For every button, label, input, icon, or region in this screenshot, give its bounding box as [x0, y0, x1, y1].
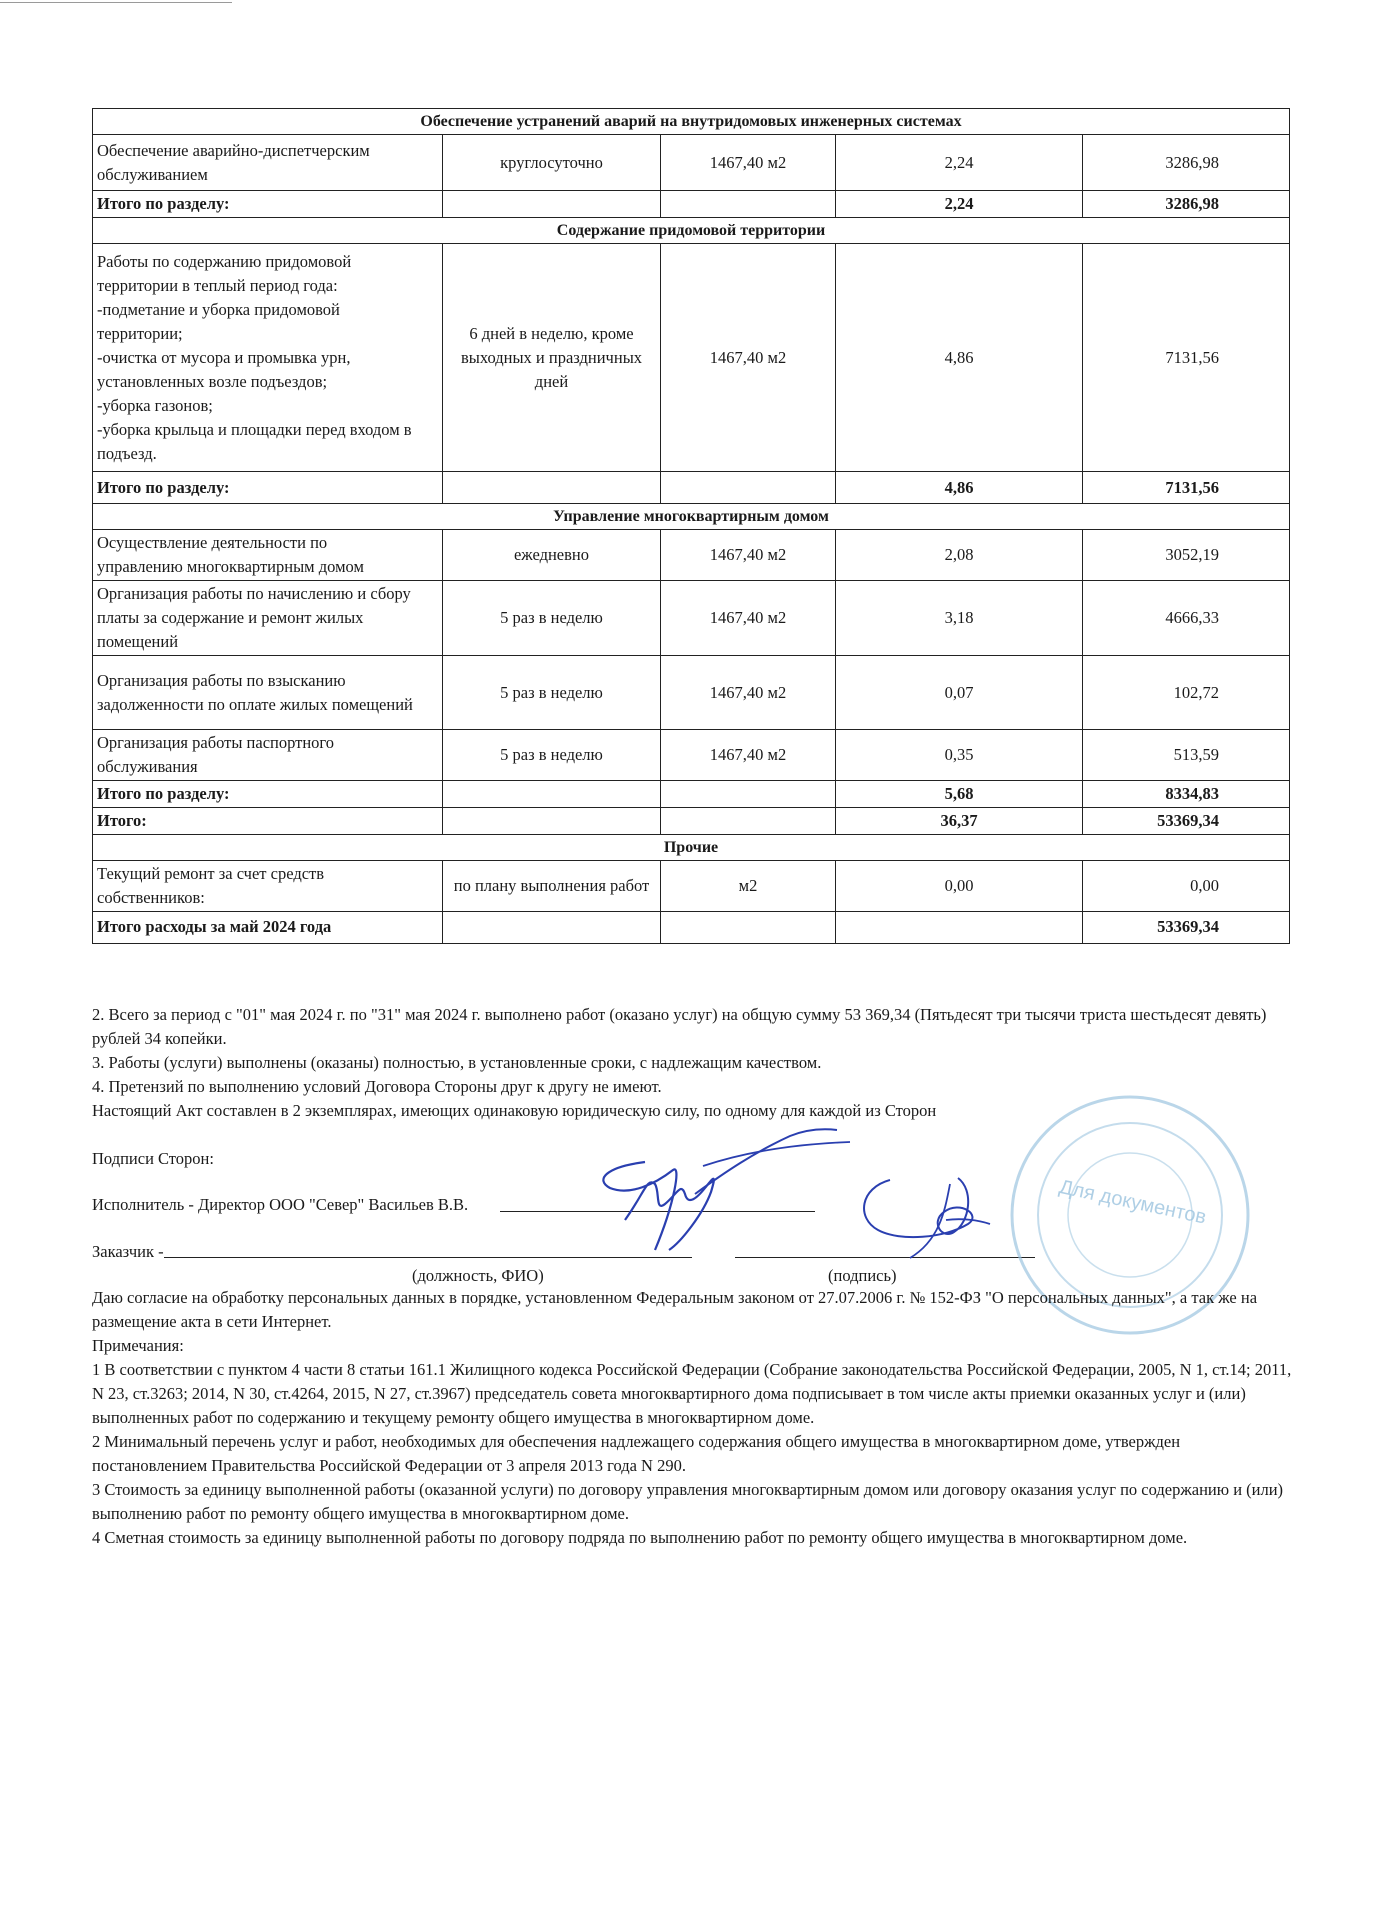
service-periodicity: ежедневно	[443, 530, 661, 581]
consent-text: Даю согласие на обработку персональных данных в порядке, установленном Федеральным законом от 27.07.2006 г. № 152-ФЗ "О персональных данных", а так же на размещение акта в сети Интернет.	[92, 1288, 1258, 1331]
clause-4: 4. Претензий по выполнению условий Договора Стороны друг к другу не имеют.	[92, 1077, 662, 1096]
stamp-text: Для документов	[1057, 1175, 1209, 1229]
copies-clause: Настоящий Акт составлен в 2 экземплярах, имеющих одинаковую юридическую силу, по одному для каждой из Сторон	[92, 1101, 937, 1120]
table-row	[93, 860, 1290, 911]
empty-cell	[661, 191, 836, 218]
table-row	[93, 656, 1290, 730]
empty-cell	[661, 780, 836, 807]
service-rate: 2,08	[836, 530, 1083, 581]
service-sum: 513,59	[1083, 730, 1290, 781]
total-sum: 8334,83	[1083, 780, 1290, 807]
service-area: 1467,40 м2	[661, 730, 836, 781]
service-area: 1467,40 м2	[661, 244, 836, 472]
total-sum: 3286,98	[1083, 191, 1290, 218]
total-label: Итого по разделу:	[93, 780, 443, 807]
service-periodicity: 5 раз в неделю	[443, 730, 661, 781]
section-total-row	[93, 472, 1290, 504]
notes-heading: Примечания:	[92, 1336, 184, 1355]
executor-label: Исполнитель - Директор ООО "Север" Васильев В.В.	[92, 1195, 469, 1214]
service-name: Работы по содержанию придомовой территории в теплый период года: -подметание и уборка придомовой территории; -очистка от мусора и промывка урн, установленных возле подъездов; -уборка газонов; -уборка крыльца и площадки перед входом в подъезд.	[93, 244, 443, 472]
grand-total-label: Итого:	[93, 807, 443, 834]
service-sum: 3286,98	[1083, 135, 1290, 191]
service-sum: 0,00	[1083, 860, 1290, 911]
grand-total-row	[93, 807, 1290, 834]
service-rate: 4,86	[836, 244, 1083, 472]
service-area: 1467,40 м2	[661, 581, 836, 656]
table-row	[93, 730, 1290, 781]
table-row	[93, 135, 1290, 191]
customer-label: Заказчик -	[92, 1242, 164, 1261]
empty-cell	[661, 911, 836, 943]
empty-cell	[443, 191, 661, 218]
total-label: Итого по разделу:	[93, 472, 443, 504]
empty-cell	[443, 807, 661, 834]
section-total-row	[93, 191, 1290, 218]
executor-signature	[585, 1122, 875, 1262]
note-item: 1 В соответствии с пунктом 4 части 8 статьи 161.1 Жилищного кодекса Российской Федерации (Собрание законодательства Российской Федерации, 2005, N 1, ст.14; 2011, N 23, ст.3263; 2014, N 30, ст.4264, 2015, N 27, ст.3967) председатель совета многоквартирного дома подписывает в том числе акты приемки оказанных услуг и (или) выполненных работ по содержанию и текущему ремонту общего имущества в многоквартирном доме.	[92, 1360, 1292, 1427]
service-periodicity: 5 раз в неделю	[443, 656, 661, 730]
service-periodicity: 5 раз в неделю	[443, 581, 661, 656]
service-sum: 102,72	[1083, 656, 1290, 730]
service-name: Организация работы по начислению и сбору платы за содержание и ремонт жилых помещений	[93, 581, 443, 656]
service-area: м2	[661, 860, 836, 911]
section-total-row	[93, 780, 1290, 807]
section-header	[93, 109, 1290, 135]
section-header	[93, 834, 1290, 860]
empty-cell	[443, 780, 661, 807]
section-title: Прочие	[93, 834, 1290, 860]
table-row	[93, 530, 1290, 581]
service-area: 1467,40 м2	[661, 656, 836, 730]
note-item: 4 Сметная стоимость за единицу выполненной работы по договору подряда по выполнению работ по ремонту общего имущества в многоквартирном доме.	[92, 1528, 1188, 1547]
empty-cell	[443, 472, 661, 504]
month-total-label: Итого расходы за май 2024 года	[93, 911, 443, 943]
month-total-rate	[836, 911, 1083, 943]
service-periodicity: по плану выполнения работ	[443, 860, 661, 911]
service-name: Обеспечение аварийно-диспетчерским обслуживанием	[93, 135, 443, 191]
total-rate: 5,68	[836, 780, 1083, 807]
grand-total-rate: 36,37	[836, 807, 1083, 834]
note-item: 2 Минимальный перечень услуг и работ, необходимых для обеспечения надлежащего содержания общего имущества в многоквартирном доме, утвержден постановлением Правительства Российской Федерации от 3 апреля 2013 года N 290.	[92, 1432, 1181, 1475]
empty-cell	[661, 472, 836, 504]
table-row	[93, 244, 1290, 472]
note-item: 3 Стоимость за единицу выполненной работы (оказанной услуги) по договору управления многоквартирным домом или договору оказания услуг по содержанию и (или) выполнению работ по ремонту общего имущества в многоквартирном доме.	[92, 1480, 1284, 1523]
service-sum: 4666,33	[1083, 581, 1290, 656]
service-rate: 3,18	[836, 581, 1083, 656]
scan-edge-line	[0, 2, 232, 3]
signatures-heading: Подписи Сторон:	[92, 1149, 214, 1168]
month-total-row	[93, 911, 1290, 943]
total-rate: 2,24	[836, 191, 1083, 218]
service-periodicity: 6 дней в неделю, кроме выходных и праздничных дней	[443, 244, 661, 472]
grand-total-sum: 53369,34	[1083, 807, 1290, 834]
table-row	[93, 581, 1290, 656]
clause-2: 2. Всего за период с "01" мая 2024 г. по "31" мая 2024 г. выполнено работ (оказано услуг) на общую сумму 53 369,34 (Пятьдесят три тысячи триста шестьдесят девять) рублей 34 копейки.	[92, 1005, 1267, 1048]
section-title: Содержание придомовой территории	[93, 218, 1290, 244]
service-rate: 2,24	[836, 135, 1083, 191]
clause-3: 3. Работы (услуги) выполнены (оказаны) полностью, в установленные сроки, с надлежащим качеством.	[92, 1053, 822, 1072]
section-header	[93, 218, 1290, 244]
service-name: Организация работы по взысканию задолженности по оплате жилых помещений	[93, 656, 443, 730]
total-rate: 4,86	[836, 472, 1083, 504]
position-caption: (должность, ФИО)	[412, 1266, 544, 1285]
service-name: Осуществление деятельности по управлению многоквартирным домом	[93, 530, 443, 581]
service-area: 1467,40 м2	[661, 530, 836, 581]
section-title: Обеспечение устранений аварий на внутридомовых инженерных системах	[93, 109, 1290, 135]
service-name: Организация работы паспортного обслуживания	[93, 730, 443, 781]
month-total-sum: 53369,34	[1083, 911, 1290, 943]
service-periodicity: круглосуточно	[443, 135, 661, 191]
service-sum: 3052,19	[1083, 530, 1290, 581]
customer-signature	[850, 1160, 1020, 1270]
total-sum: 7131,56	[1083, 472, 1290, 504]
empty-cell	[443, 911, 661, 943]
service-rate: 0,00	[836, 860, 1083, 911]
services-table	[92, 108, 1290, 944]
section-title: Управление многоквартирным домом	[93, 504, 1290, 530]
signature-caption: (подпись)	[828, 1266, 897, 1285]
service-rate: 0,35	[836, 730, 1083, 781]
service-rate: 0,07	[836, 656, 1083, 730]
empty-cell	[661, 807, 836, 834]
service-sum: 7131,56	[1083, 244, 1290, 472]
section-header	[93, 504, 1290, 530]
service-name: Текущий ремонт за счет средств собственников:	[93, 860, 443, 911]
service-area: 1467,40 м2	[661, 135, 836, 191]
total-label: Итого по разделу:	[93, 191, 443, 218]
